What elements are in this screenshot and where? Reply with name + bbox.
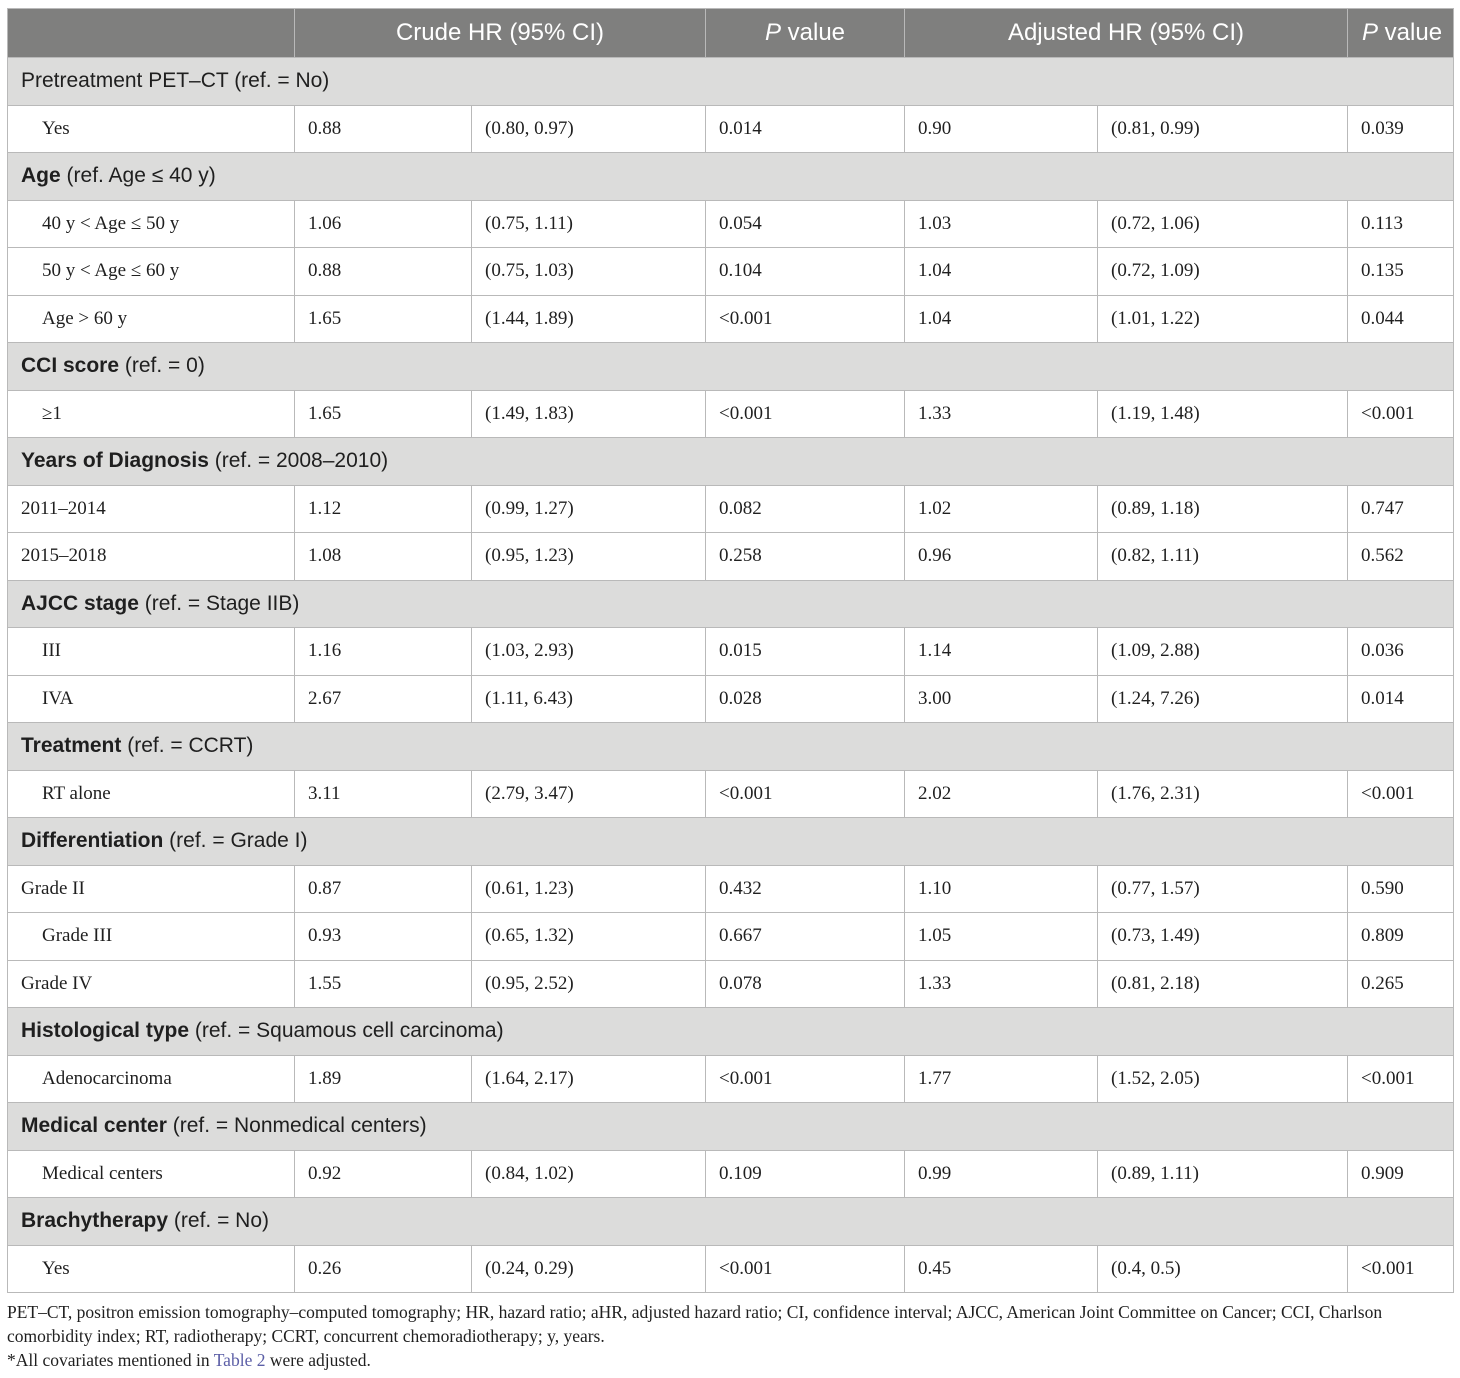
- crude-p-value-cell: <0.001: [706, 770, 905, 818]
- crude-p-value-cell: 0.014: [706, 105, 905, 153]
- table-row: [8, 295, 1454, 343]
- adjusted-hr-cell: 3.00: [905, 675, 1098, 723]
- adjusted-ci-cell: (0.73, 1.49): [1098, 913, 1348, 961]
- group-header-cell: [8, 1198, 1454, 1246]
- table-row: [8, 1245, 1454, 1293]
- row-label: 2015–2018: [8, 533, 295, 581]
- group-header-row: [8, 818, 1454, 866]
- crude-hr-cell: 0.93: [295, 913, 472, 961]
- table-row: [8, 675, 1454, 723]
- crude-hr-cell: 1.65: [295, 390, 472, 438]
- adjusted-ci-cell: (0.89, 1.18): [1098, 485, 1348, 533]
- group-header-row: [8, 1198, 1454, 1246]
- group-header-cell: [8, 343, 1454, 391]
- adjusted-hr-cell: 0.99: [905, 1150, 1098, 1198]
- group-header-row: [8, 438, 1454, 486]
- table-row: [8, 628, 1454, 676]
- crude-ci-cell: (1.49, 1.83): [472, 390, 706, 438]
- adjustment-note: [7, 1348, 1453, 1372]
- p-value-word: value: [780, 19, 846, 46]
- crude-ci-cell: (1.44, 1.89): [472, 295, 706, 343]
- crude-ci-cell: (0.65, 1.32): [472, 913, 706, 961]
- crude-hr-cell: 1.08: [295, 533, 472, 581]
- table-row: [8, 248, 1454, 296]
- row-label: Adenocarcinoma: [8, 1055, 295, 1103]
- table-row: [8, 105, 1454, 153]
- adjusted-hr-cell: 1.14: [905, 628, 1098, 676]
- row-label: Grade IV: [8, 960, 295, 1008]
- group-header-cell: [8, 58, 1454, 106]
- adjusted-p-value-cell: <0.001: [1348, 770, 1454, 818]
- adjusted-ci-cell: (0.4, 0.5): [1098, 1245, 1348, 1293]
- crude-ci-cell: (0.84, 1.02): [472, 1150, 706, 1198]
- adjusted-p-value-cell: 0.113: [1348, 200, 1454, 248]
- p-value-word: value: [1378, 19, 1443, 46]
- table-row: [8, 770, 1454, 818]
- group-header-cell: [8, 1008, 1454, 1056]
- adjusted-p-value-cell: 0.590: [1348, 865, 1454, 913]
- group-reference: (ref. = 2008–2010): [208, 449, 389, 473]
- hazard-ratio-table: [7, 8, 1454, 1293]
- crude-p-value-cell: 0.104: [706, 248, 905, 296]
- row-label: Grade III: [8, 913, 295, 961]
- adjusted-ci-cell: (0.72, 1.09): [1098, 248, 1348, 296]
- crude-ci-cell: (0.95, 2.52): [472, 960, 706, 1008]
- adjusted-p-value-cell: 0.014: [1348, 675, 1454, 723]
- note-prefix: *All covariates mentioned in: [7, 1350, 214, 1370]
- crude-ci-cell: (1.11, 6.43): [472, 675, 706, 723]
- adjusted-ci-cell: (0.77, 1.57): [1098, 865, 1348, 913]
- group-header-cell: [8, 723, 1454, 771]
- table-2-link[interactable]: Table 2: [213, 1350, 266, 1370]
- header-adjusted-p-value: [1348, 9, 1454, 58]
- crude-hr-cell: 0.88: [295, 105, 472, 153]
- header-row: [8, 9, 1454, 58]
- adjusted-hr-cell: 1.03: [905, 200, 1098, 248]
- table-row: [8, 865, 1454, 913]
- group-header-row: [8, 580, 1454, 628]
- row-label: Medical centers: [8, 1150, 295, 1198]
- group-title: CCI score: [21, 354, 120, 378]
- group-header-cell: [8, 580, 1454, 628]
- row-label: Grade II: [8, 865, 295, 913]
- adjusted-ci-cell: (1.09, 2.88): [1098, 628, 1348, 676]
- adjusted-ci-cell: (1.19, 1.48): [1098, 390, 1348, 438]
- group-header-cell: [8, 438, 1454, 486]
- p-symbol: P: [1362, 19, 1379, 46]
- adjusted-hr-cell: 1.05: [905, 913, 1098, 961]
- crude-p-value-cell: 0.667: [706, 913, 905, 961]
- adjusted-p-value-cell: 0.562: [1348, 533, 1454, 581]
- adjusted-ci-cell: (0.72, 1.06): [1098, 200, 1348, 248]
- adjusted-p-value-cell: 0.039: [1348, 105, 1454, 153]
- crude-hr-cell: 1.89: [295, 1055, 472, 1103]
- crude-p-value-cell: 0.054: [706, 200, 905, 248]
- group-header-row: [8, 1103, 1454, 1151]
- adjusted-ci-cell: (1.24, 7.26): [1098, 675, 1348, 723]
- adjusted-p-value-cell: <0.001: [1348, 1245, 1454, 1293]
- adjusted-hr-cell: 2.02: [905, 770, 1098, 818]
- group-reference: (ref. = Grade I): [163, 829, 308, 853]
- group-title: Histological type: [21, 1019, 190, 1043]
- header-adjusted-hr: Adjusted HR (95% CI): [905, 9, 1348, 58]
- table-row: [8, 1055, 1454, 1103]
- adjusted-hr-cell: 0.45: [905, 1245, 1098, 1293]
- adjusted-hr-cell: 1.10: [905, 865, 1098, 913]
- crude-p-value-cell: 0.082: [706, 485, 905, 533]
- crude-ci-cell: (0.75, 1.11): [472, 200, 706, 248]
- crude-hr-cell: 1.16: [295, 628, 472, 676]
- crude-p-value-cell: <0.001: [706, 1055, 905, 1103]
- crude-hr-cell: 1.12: [295, 485, 472, 533]
- row-label: III: [8, 628, 295, 676]
- header-crude-p-value: [706, 9, 905, 58]
- adjusted-p-value-cell: <0.001: [1348, 1055, 1454, 1103]
- adjusted-p-value-cell: 0.135: [1348, 248, 1454, 296]
- abbreviations-note: PET–CT, positron emission tomography–computed tomography; HR, hazard ratio; aHR, adjusted hazard ratio; CI, confidence interval; AJCC, American Joint Committee on Cancer; CCI, Charlson comorbidity index; RT, radiotherapy; CCRT, concurrent chemoradiotherapy; y, years.: [7, 1302, 1383, 1346]
- group-reference: (ref. = 0): [119, 354, 205, 378]
- table-container: [7, 8, 1453, 1293]
- crude-ci-cell: (0.75, 1.03): [472, 248, 706, 296]
- crude-p-value-cell: 0.028: [706, 675, 905, 723]
- adjusted-ci-cell: (1.52, 2.05): [1098, 1055, 1348, 1103]
- crude-ci-cell: (0.80, 0.97): [472, 105, 706, 153]
- adjusted-hr-cell: 0.90: [905, 105, 1098, 153]
- table-footnote: [7, 1300, 1453, 1372]
- crude-p-value-cell: 0.078: [706, 960, 905, 1008]
- group-header-cell: [8, 153, 1454, 201]
- adjusted-ci-cell: (0.82, 1.11): [1098, 533, 1348, 581]
- crude-hr-cell: 1.65: [295, 295, 472, 343]
- adjusted-ci-cell: (0.81, 2.18): [1098, 960, 1348, 1008]
- group-header-row: [8, 153, 1454, 201]
- crude-p-value-cell: 0.109: [706, 1150, 905, 1198]
- group-header-cell: [8, 818, 1454, 866]
- row-label: 2011–2014: [8, 485, 295, 533]
- crude-hr-cell: 1.55: [295, 960, 472, 1008]
- adjusted-p-value-cell: 0.265: [1348, 960, 1454, 1008]
- group-reference: (ref. = Squamous cell carcinoma): [189, 1019, 504, 1043]
- group-reference: Pretreatment PET–CT (ref. = No): [21, 69, 330, 93]
- crude-p-value-cell: 0.015: [706, 628, 905, 676]
- group-reference: (ref. = CCRT): [121, 734, 254, 758]
- crude-ci-cell: (0.99, 1.27): [472, 485, 706, 533]
- row-label: IVA: [8, 675, 295, 723]
- crude-hr-cell: 2.67: [295, 675, 472, 723]
- table-row: [8, 913, 1454, 961]
- group-reference: (ref. = Stage IIB): [138, 591, 300, 615]
- row-label: Yes: [8, 1245, 295, 1293]
- group-title: Years of Diagnosis: [21, 449, 209, 473]
- adjusted-hr-cell: 1.02: [905, 485, 1098, 533]
- header-variable: [8, 9, 295, 58]
- header-crude-hr: Crude HR (95% CI): [295, 9, 706, 58]
- group-title: Age: [21, 164, 61, 188]
- adjusted-hr-cell: 1.04: [905, 248, 1098, 296]
- group-title: Differentiation: [21, 829, 164, 853]
- adjusted-hr-cell: 1.33: [905, 390, 1098, 438]
- crude-p-value-cell: <0.001: [706, 390, 905, 438]
- row-label: Age > 60 y: [8, 295, 295, 343]
- crude-hr-cell: 1.06: [295, 200, 472, 248]
- adjusted-p-value-cell: 0.747: [1348, 485, 1454, 533]
- row-label: RT alone: [8, 770, 295, 818]
- crude-ci-cell: (2.79, 3.47): [472, 770, 706, 818]
- group-header-row: [8, 343, 1454, 391]
- crude-ci-cell: (0.24, 0.29): [472, 1245, 706, 1293]
- adjusted-ci-cell: (1.76, 2.31): [1098, 770, 1348, 818]
- adjusted-ci-cell: (0.81, 0.99): [1098, 105, 1348, 153]
- adjusted-p-value-cell: <0.001: [1348, 390, 1454, 438]
- row-label: 50 y < Age ≤ 60 y: [8, 248, 295, 296]
- crude-ci-cell: (1.03, 2.93): [472, 628, 706, 676]
- group-header-row: [8, 1008, 1454, 1056]
- adjusted-p-value-cell: 0.909: [1348, 1150, 1454, 1198]
- group-title: Treatment: [21, 734, 122, 758]
- group-header-cell: [8, 1103, 1454, 1151]
- crude-p-value-cell: 0.432: [706, 865, 905, 913]
- group-reference: (ref. = No): [168, 1209, 270, 1233]
- adjusted-p-value-cell: 0.809: [1348, 913, 1454, 961]
- row-label: 40 y < Age ≤ 50 y: [8, 200, 295, 248]
- group-title: Medical center: [21, 1114, 167, 1138]
- table-row: [8, 390, 1454, 438]
- adjusted-hr-cell: 1.04: [905, 295, 1098, 343]
- adjusted-hr-cell: 1.33: [905, 960, 1098, 1008]
- p-symbol: P: [764, 19, 781, 46]
- group-reference: (ref. = Nonmedical centers): [166, 1114, 427, 1138]
- crude-ci-cell: (1.64, 2.17): [472, 1055, 706, 1103]
- adjusted-hr-cell: 0.96: [905, 533, 1098, 581]
- crude-p-value-cell: <0.001: [706, 1245, 905, 1293]
- crude-ci-cell: (0.95, 1.23): [472, 533, 706, 581]
- crude-hr-cell: 3.11: [295, 770, 472, 818]
- row-label: Yes: [8, 105, 295, 153]
- crude-p-value-cell: 0.258: [706, 533, 905, 581]
- group-header-row: [8, 723, 1454, 771]
- group-reference: (ref. Age ≤ 40 y): [60, 164, 216, 188]
- crude-ci-cell: (0.61, 1.23): [472, 865, 706, 913]
- table-row: [8, 533, 1454, 581]
- table-row: [8, 200, 1454, 248]
- row-label: ≥1: [8, 390, 295, 438]
- group-title: AJCC stage: [21, 591, 139, 615]
- group-header-row: [8, 58, 1454, 106]
- adjusted-p-value-cell: 0.036: [1348, 628, 1454, 676]
- table-row: [8, 1150, 1454, 1198]
- table-body: [8, 58, 1454, 1293]
- crude-hr-cell: 0.87: [295, 865, 472, 913]
- crude-p-value-cell: <0.001: [706, 295, 905, 343]
- adjusted-hr-cell: 1.77: [905, 1055, 1098, 1103]
- crude-hr-cell: 0.26: [295, 1245, 472, 1293]
- crude-hr-cell: 0.88: [295, 248, 472, 296]
- adjusted-p-value-cell: 0.044: [1348, 295, 1454, 343]
- group-title: Brachytherapy: [21, 1209, 169, 1233]
- note-suffix: were adjusted.: [265, 1350, 371, 1370]
- crude-hr-cell: 0.92: [295, 1150, 472, 1198]
- table-row: [8, 960, 1454, 1008]
- table-row: [8, 485, 1454, 533]
- adjusted-ci-cell: (1.01, 1.22): [1098, 295, 1348, 343]
- adjusted-ci-cell: (0.89, 1.11): [1098, 1150, 1348, 1198]
